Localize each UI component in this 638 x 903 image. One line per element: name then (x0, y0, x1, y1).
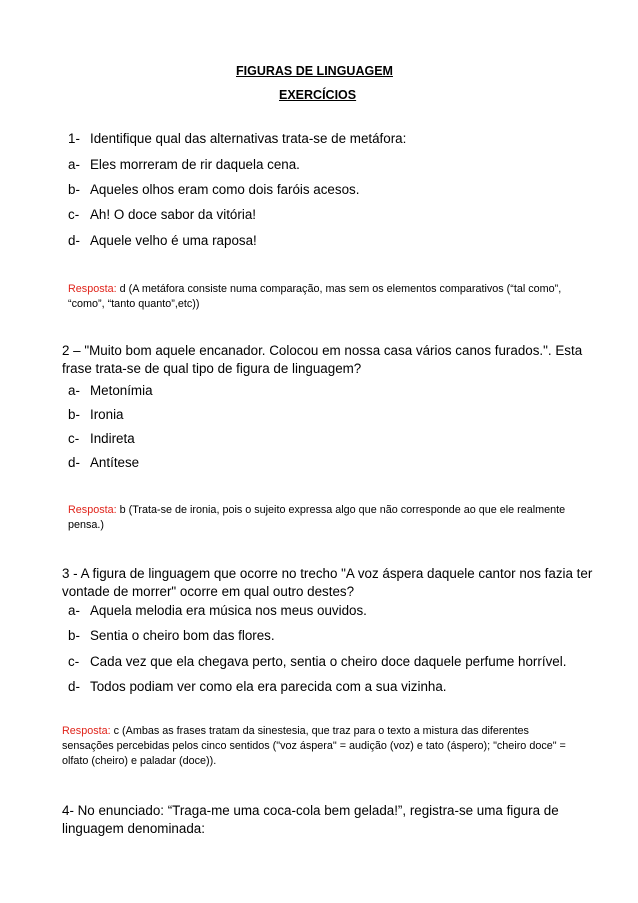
answer-label: Resposta: (62, 725, 111, 737)
option-3a: a- Aquela melodia era música nos meus ouvidos. (68, 603, 367, 618)
option-2c: c- Indireta (68, 431, 135, 446)
question-4: 4- No enunciado: “Traga-me uma coca-cola bem gelada!”, registra-se uma figura de linguagem denominada: (62, 803, 559, 836)
question-number: 1- (68, 131, 80, 146)
question-text: Identifique qual das alternativas trata-se de metáfora: (90, 131, 407, 146)
question-3: 3 - A figura de linguagem que ocorre no trecho "A voz áspera daquele cantor nos fazia ter vontade de morrer" ocorre em qual outro destes? (62, 566, 593, 599)
option-2d: d- Antítese (68, 455, 140, 470)
answer-1: Resposta: d (A metáfora consiste numa comparação, mas sem os elementos comparativos (“tal como”, “como”, “tanto quanto”,etc)) (68, 283, 562, 310)
answer-2: Resposta: b (Trata-se de ironia, pois o sujeito expressa algo que não corresponde ao que ele realmente pensa.) (68, 504, 566, 531)
option-3d: d- Todos podiam ver como ela era parecida com a sua vizinha. (68, 679, 447, 694)
option-3b: b- Sentia o cheiro bom das flores. (68, 628, 275, 643)
option-1c: c- Ah! O doce sabor da vitória! (68, 207, 256, 222)
answer-label: Resposta: (68, 504, 117, 516)
page-title: FIGURAS DE LINGUAGEM (236, 64, 393, 78)
option-2a: a- Metonímia (68, 383, 153, 398)
question-2: 2 – "Muito bom aquele encanador. Colocou em nossa casa vários canos furados.". Esta frase trata-se de qual tipo de figura de linguagem? (62, 343, 583, 376)
option-1a: a- Eles morreram de rir daquela cena. (68, 157, 300, 172)
option-2b: b- Ironia (68, 407, 124, 422)
option-1b: b- Aqueles olhos eram como dois faróis acesos. (68, 182, 360, 197)
option-3c: c- Cada vez que ela chegava perto, sentia o cheiro doce daquele perfume horrível. (68, 654, 567, 669)
option-1d: d- Aquele velho é uma raposa! (68, 233, 257, 248)
page-subtitle: EXERCÍCIOS (279, 88, 357, 102)
answer-3: Resposta: c (Ambas as frases tratam da sinestesia, que traz para o texto a mistura das diferentes sensações percebidas pelos cinco sentidos ("voz áspera" = audição (voz) e tato (áspero); "cheiro doce" = olfato (cheiro) e paladar (doce)). (62, 725, 566, 767)
question-1 (68, 131, 406, 146)
answer-label: Resposta: (68, 283, 117, 295)
